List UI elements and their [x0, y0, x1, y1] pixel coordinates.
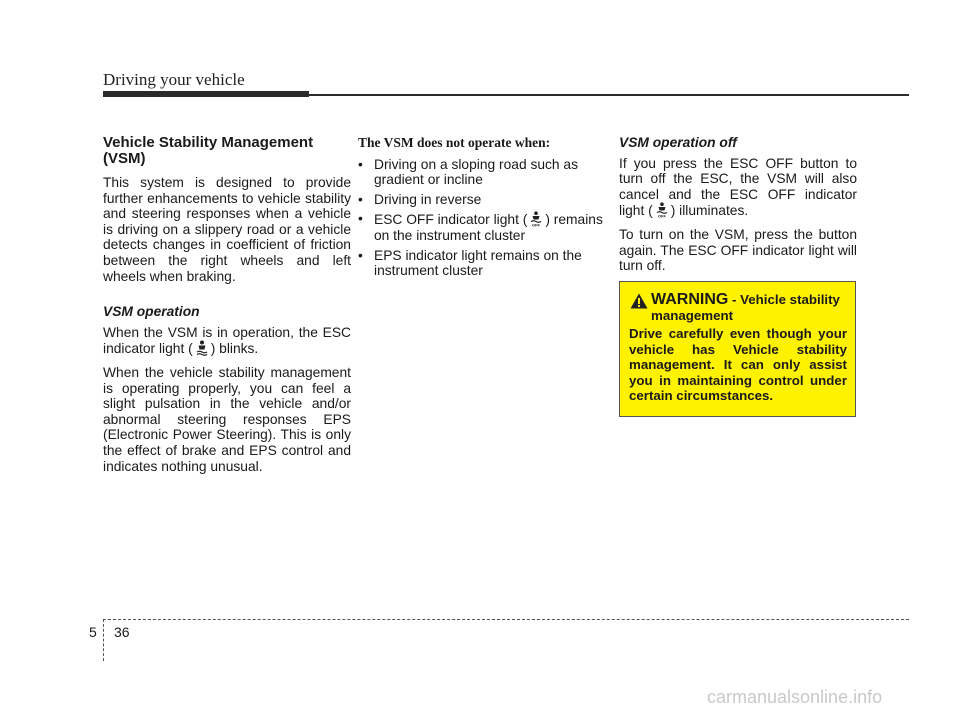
header-rule-thin: [309, 94, 909, 96]
list-item: • ESC OFF indicator light ( OFF ) remains on the instrument cluster: [358, 211, 603, 243]
vsm-off-heading: VSM operation off: [619, 135, 737, 150]
warning-heading: WARNING - Vehicle stability management: [629, 292, 847, 323]
column-left: [103, 135, 351, 482]
warning-box: [619, 281, 856, 417]
vsm-operation-paragraph-1: When the VSM is in operation, the ESC indicator light ( ) blinks.: [103, 324, 351, 357]
condition-list: [358, 157, 603, 279]
section-number: 5: [89, 624, 97, 640]
column-middle: [358, 135, 603, 283]
section-heading: Vehicle Stability Management (VSM): [103, 134, 314, 167]
vsm-operation-paragraph-2: When the vehicle stability management is operating properly, you can feel a slight pulsation in the vehicle and/or abnormal steering responses EPS (Electronic Power Steering). This is only the effect of brake and EPS control and indicates nothing unusual.: [103, 364, 351, 474]
intro-paragraph: This system is designed to provide further enhancements to vehicle stability and steering responses when a vehicle is driving on a slippery road or a vehicle detects changes in coefficient of friction between the right wheels and left wheels when braking.: [103, 175, 351, 284]
esc-off-indicator-icon: [529, 211, 543, 227]
list-item: • Driving in reverse: [358, 191, 482, 207]
page-header-title: Driving your vehicle: [103, 70, 245, 89]
warning-body: Drive carefully even though your vehicle has Vehicle stability management. It can only assist you in maintaining control under certain circumstances.: [629, 326, 847, 403]
header-rule-thick: [103, 91, 309, 97]
footer-rule: [103, 619, 909, 620]
vsm-off-paragraph-1: If you press the ESC OFF button to turn off the ESC, the VSM will also cancel and the ESC OFF indicator light ( OFF ) illuminates.: [619, 155, 857, 219]
svg-text:OFF: OFF: [657, 213, 666, 219]
vsm-not-operate-heading: The VSM does not operate when:: [358, 135, 551, 150]
svg-text:OFF: OFF: [532, 222, 541, 228]
footer-divider: [103, 619, 104, 661]
esc-indicator-icon: [195, 340, 209, 356]
esc-off-indicator-icon: [655, 202, 669, 218]
column-right: [619, 135, 857, 282]
list-item: • Driving on a sloping road such as gradient or incline: [358, 156, 579, 188]
vsm-operation-heading: VSM operation: [103, 304, 200, 320]
list-item: • EPS indicator light remains on the instrument cluster: [358, 247, 582, 279]
watermark: carmanualsonline.info: [707, 687, 883, 707]
warning-triangle-icon: [630, 293, 648, 309]
vsm-off-paragraph-2: To turn on the VSM, press the button again. The ESC OFF indicator light will turn off.: [619, 226, 857, 274]
page-number: 36: [114, 624, 130, 640]
